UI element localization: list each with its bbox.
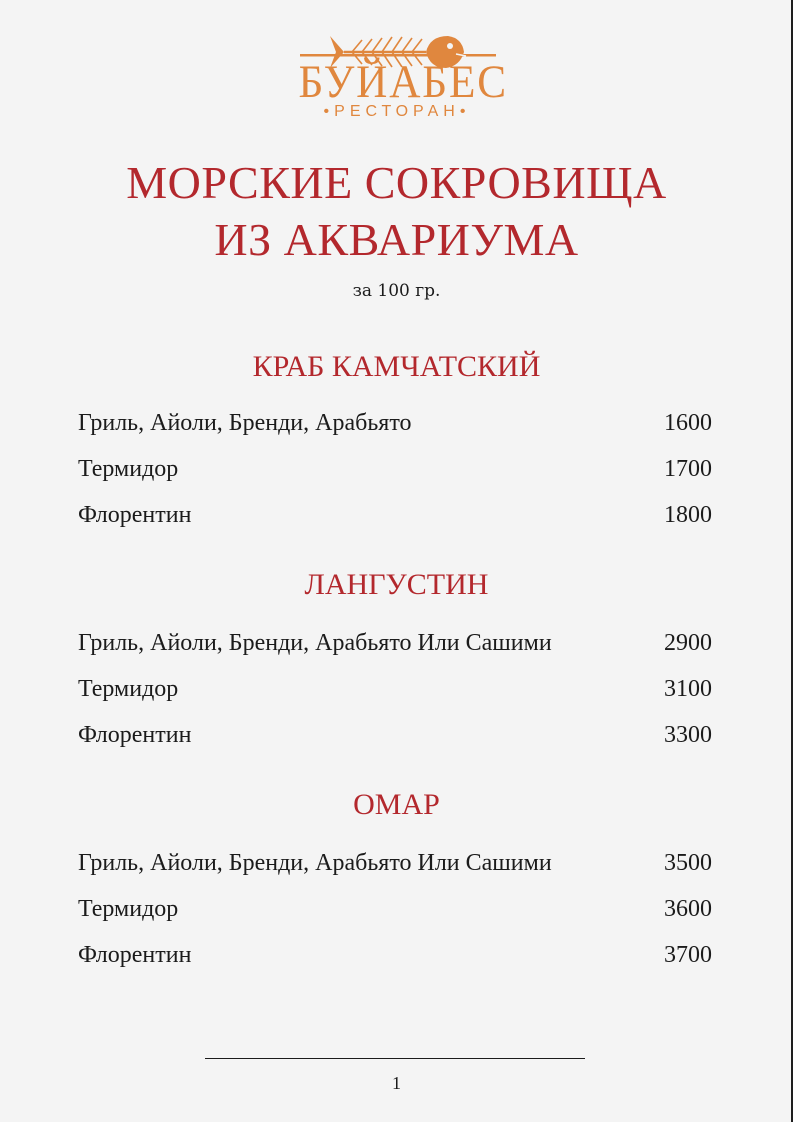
menu-item <box>78 894 712 924</box>
item-name: Термидор <box>78 676 179 702</box>
menu-item <box>78 408 712 438</box>
item-name: Гриль, Айоли, Бренди, Арабьято Или Сашими <box>78 850 552 876</box>
section-title-langoustine: ЛАНГУСТИН <box>304 568 489 601</box>
item-name: Флорентин <box>78 942 192 968</box>
menu-item <box>78 454 712 484</box>
item-price: 3100 <box>664 676 712 702</box>
weight-note: за 100 гр. <box>352 281 441 301</box>
page-title-line1: МОРСКИЕ СОКРОВИЩА <box>126 157 667 208</box>
logo-brand-text: БУЙАБЕС <box>298 56 508 108</box>
item-price: 3600 <box>664 896 712 922</box>
item-price: 1700 <box>664 456 712 482</box>
logo-subtitle: •РЕСТОРАН• <box>323 103 471 120</box>
item-name: Гриль, Айоли, Бренди, Арабьято Или Сашими <box>78 630 552 656</box>
item-price: 3500 <box>664 850 712 876</box>
item-name: Флорентин <box>78 502 192 528</box>
page-title-line2: ИЗ АКВАРИУМА <box>214 214 579 265</box>
menu-item <box>78 628 712 658</box>
page-number: 1 <box>392 1073 401 1093</box>
menu-item <box>78 500 712 530</box>
section-title-lobster: ОМАР <box>353 788 440 821</box>
item-name: Флорентин <box>78 722 192 748</box>
item-name: Термидор <box>78 456 179 482</box>
item-name: Термидор <box>78 896 179 922</box>
menu-item <box>78 720 712 750</box>
menu-item <box>78 848 712 878</box>
item-price: 1600 <box>664 410 712 436</box>
item-price: 3300 <box>664 722 712 748</box>
item-name: Гриль, Айоли, Бренди, Арабьято <box>78 410 412 436</box>
restaurant-logo <box>290 30 508 122</box>
menu-item <box>78 674 712 704</box>
item-price: 1800 <box>664 502 712 528</box>
item-price: 3700 <box>664 942 712 968</box>
item-price: 2900 <box>664 630 712 656</box>
section-title-crab: КРАБ КАМЧАТСКИЙ <box>252 350 541 383</box>
footer-divider <box>205 1058 585 1059</box>
menu-item <box>78 940 712 970</box>
